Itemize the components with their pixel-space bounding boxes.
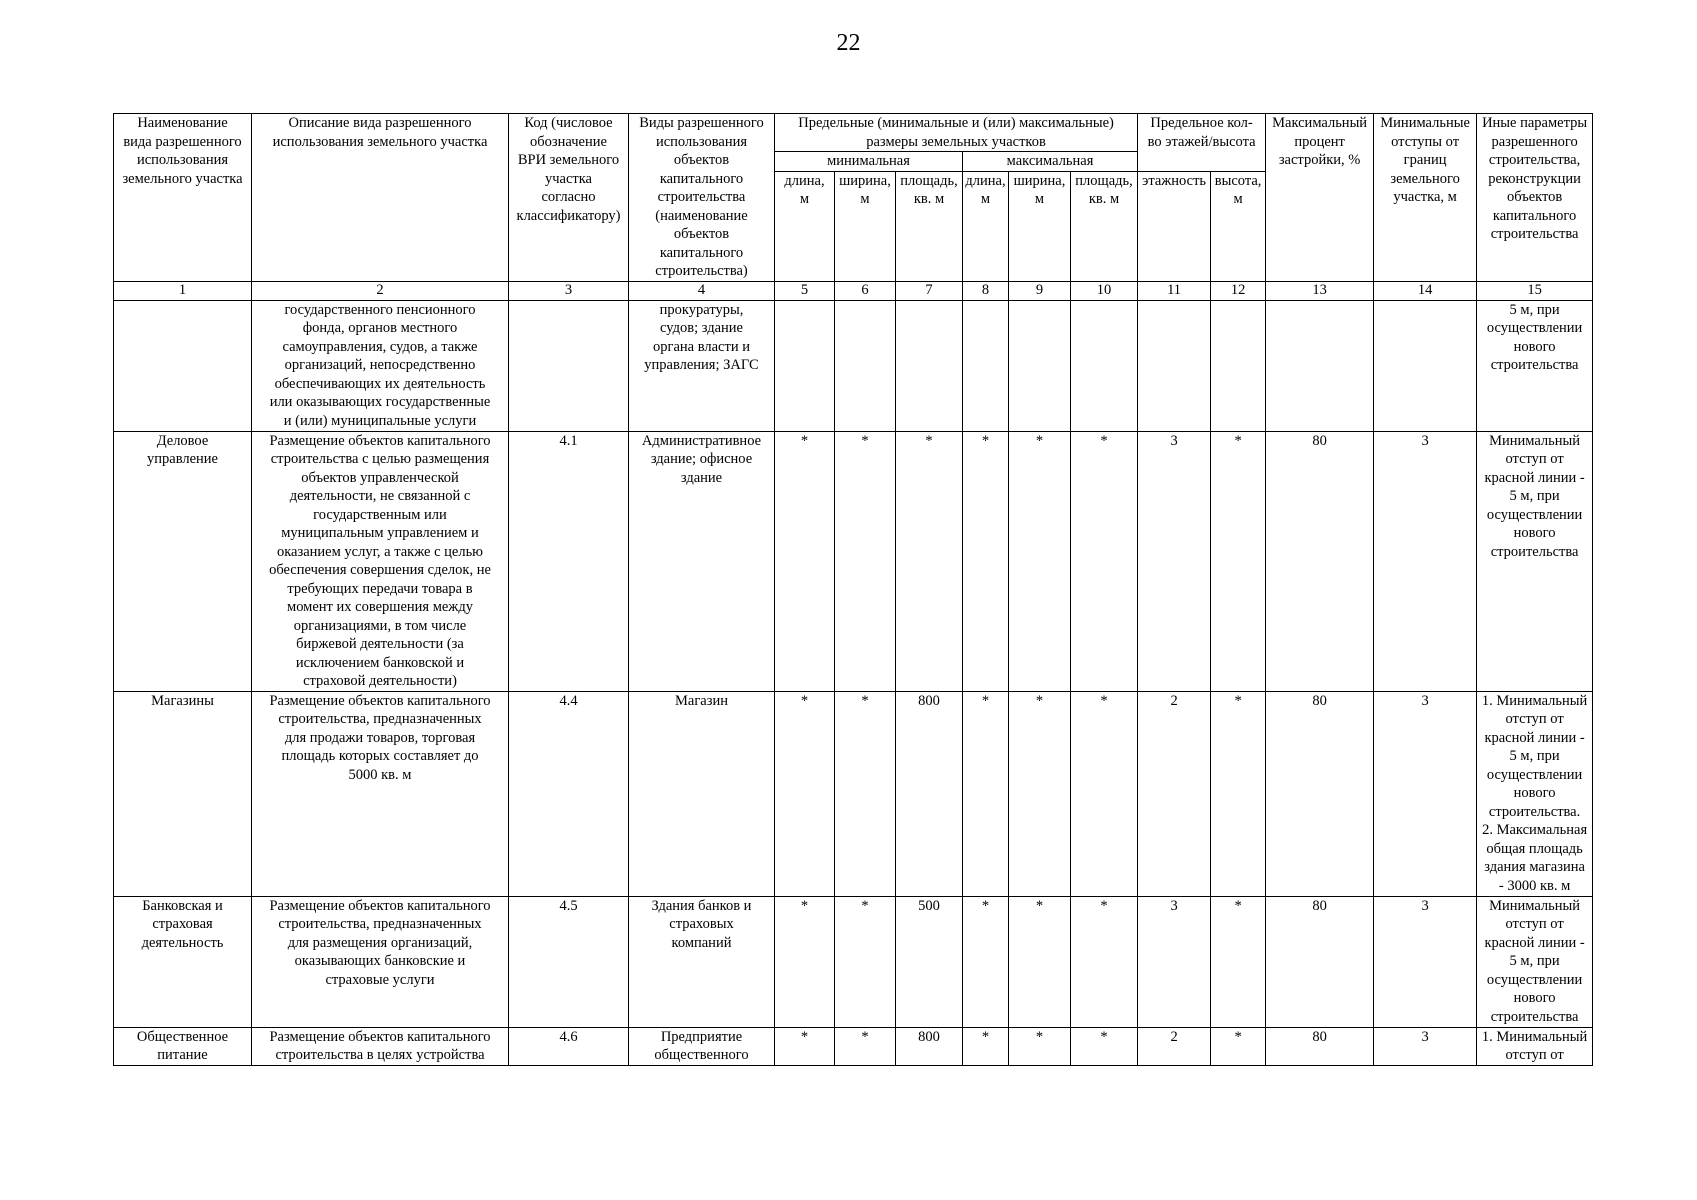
header-floors-group: Предельное кол- во этажей/высота [1138,114,1266,172]
cell-max-percent: 80 [1266,691,1374,896]
header-minimal: минимальная [775,152,963,172]
cell-min-setback: 3 [1374,691,1477,896]
header-floors: этажность [1138,171,1211,281]
column-number: 6 [835,281,896,300]
header-size-group: Предельные (минимальные и (или) максимальные) размеры земельных участков [775,114,1138,152]
cell-floors [1138,300,1211,431]
cell-max-area: * [1071,1027,1138,1065]
cell-min-area: 800 [896,691,963,896]
cell-objects: Магазин [629,691,775,896]
cell-min-area: * [896,431,963,691]
table-row [114,691,1593,896]
header-min-length: длина, м [775,171,835,281]
page-number: 22 [836,30,861,56]
cell-name [114,300,252,431]
column-number: 12 [1211,281,1266,300]
header-name: Наименование вида разрешенного использования земельного участка [114,114,252,282]
header-other-params: Иные параметры разрешенного строительства, реконструкции объектов капитального строительства [1477,114,1593,282]
cell-min-length: * [775,431,835,691]
cell-min-area: 800 [896,1027,963,1065]
column-number: 4 [629,281,775,300]
column-number: 14 [1374,281,1477,300]
cell-min-setback: 3 [1374,896,1477,1027]
cell-max-length: * [963,1027,1009,1065]
land-use-table [113,113,1593,1066]
cell-max-area: * [1071,431,1138,691]
cell-objects: Административное здание; офисное здание [629,431,775,691]
header-height: высота, м [1211,171,1266,281]
column-number: 7 [896,281,963,300]
cell-code [509,300,629,431]
cell-code: 4.4 [509,691,629,896]
cell-other-params: 5 м, при осуществлении нового строительства [1477,300,1593,431]
cell-min-length: * [775,1027,835,1065]
cell-max-width: * [1009,691,1071,896]
column-number: 13 [1266,281,1374,300]
cell-name: Общественное питание [114,1027,252,1065]
cell-max-percent: 80 [1266,896,1374,1027]
column-number: 10 [1071,281,1138,300]
column-number: 3 [509,281,629,300]
cell-max-length: * [963,896,1009,1027]
column-number: 8 [963,281,1009,300]
column-numbers-row [114,281,1593,300]
cell-other-params: 1. Минимальный отступ от [1477,1027,1593,1065]
header-code: Код (числовое обозначение ВРИ земельного участка согласно классификатору) [509,114,629,282]
cell-max-area: * [1071,691,1138,896]
cell-max-area: * [1071,896,1138,1027]
column-number: 5 [775,281,835,300]
cell-code: 4.6 [509,1027,629,1065]
cell-min-width: * [835,691,896,896]
header-max-area: площадь, кв. м [1071,171,1138,281]
cell-min-setback [1374,300,1477,431]
cell-code: 4.5 [509,896,629,1027]
header-max-width: ширина, м [1009,171,1071,281]
cell-max-percent: 80 [1266,431,1374,691]
cell-height [1211,300,1266,431]
header-max-length: длина, м [963,171,1009,281]
cell-max-length: * [963,431,1009,691]
cell-description: Размещение объектов капитального строительства, предназначенных для продажи товаров, торговая площадь которых составляет до 5000 кв. м [252,691,509,896]
cell-code: 4.1 [509,431,629,691]
cell-max-length: * [963,691,1009,896]
cell-min-length: * [775,896,835,1027]
cell-max-width [1009,300,1071,431]
column-number: 9 [1009,281,1071,300]
cell-objects: Предприятие общественного [629,1027,775,1065]
cell-max-percent [1266,300,1374,431]
cell-objects: Здания банков и страховых компаний [629,896,775,1027]
cell-max-width: * [1009,431,1071,691]
cell-objects: прокуратуры, судов; здание органа власти и управления; ЗАГС [629,300,775,431]
cell-description: государственного пенсионного фонда, органов местного самоуправления, судов, а также организаций, непосредственно обеспечивающих их деятельность или оказывающих государственные и (или) муниципальные услуги [252,300,509,431]
cell-max-length [963,300,1009,431]
cell-description: Размещение объектов капитального строительства с целью размещения объектов управленческой деятельности, не связанной с государственным или муниципальным управлением и оказанием услуг, а также с целью обеспечения совершения сделок, не требующих передачи товара в момент их совершения между организациями, в том числе биржевой деятельности (за исключением банковской и страховой деятельности) [252,431,509,691]
cell-height: * [1211,431,1266,691]
cell-floors: 3 [1138,896,1211,1027]
column-number: 15 [1477,281,1593,300]
header-maximal: максимальная [963,152,1138,172]
header-min-setback: Минимальные отступы от границ земельного участка, м [1374,114,1477,282]
cell-other-params: Минимальный отступ от красной линии - 5 м, при осуществлении нового строительства [1477,896,1593,1027]
cell-floors: 2 [1138,1027,1211,1065]
cell-min-width: * [835,896,896,1027]
header-objects: Виды разрешенного использования объектов капитального строительства (наименование объектов капитального строительства) [629,114,775,282]
cell-floors: 2 [1138,691,1211,896]
column-number: 2 [252,281,509,300]
column-number: 1 [114,281,252,300]
cell-max-width: * [1009,896,1071,1027]
cell-min-width: * [835,1027,896,1065]
cell-max-area [1071,300,1138,431]
header-row-1 [114,114,1593,152]
cell-name: Деловое управление [114,431,252,691]
cell-floors: 3 [1138,431,1211,691]
cell-description: Размещение объектов капитального строительства, предназначенных для размещения организаций, оказывающих банковские и страховые услуги [252,896,509,1027]
cell-height: * [1211,691,1266,896]
cell-description: Размещение объектов капитального строительства в целях устройства [252,1027,509,1065]
cell-other-params: Минимальный отступ от красной линии - 5 м, при осуществлении нового строительства [1477,431,1593,691]
cell-min-area: 500 [896,896,963,1027]
cell-name: Банковская и страховая деятельность [114,896,252,1027]
cell-min-length: * [775,691,835,896]
cell-min-width: * [835,431,896,691]
cell-min-setback: 3 [1374,1027,1477,1065]
header-description: Описание вида разрешенного использования земельного участка [252,114,509,282]
header-min-area: площадь, кв. м [896,171,963,281]
table-row [114,431,1593,691]
cell-min-length [775,300,835,431]
cell-height: * [1211,1027,1266,1065]
table-row [114,300,1593,431]
table-row [114,896,1593,1027]
table-row [114,1027,1593,1065]
cell-height: * [1211,896,1266,1027]
cell-min-setback: 3 [1374,431,1477,691]
column-number: 11 [1138,281,1211,300]
header-min-width: ширина, м [835,171,896,281]
cell-max-percent: 80 [1266,1027,1374,1065]
cell-min-area [896,300,963,431]
cell-name: Магазины [114,691,252,896]
cell-other-params: 1. Минимальный отступ от красной линии - 5 м, при осуществлении нового строительства. 2. Максимальная общая площадь здания магазина - 3000 кв. м [1477,691,1593,896]
cell-min-width [835,300,896,431]
header-max-percent: Максимальный процент застройки, % [1266,114,1374,282]
cell-max-width: * [1009,1027,1071,1065]
